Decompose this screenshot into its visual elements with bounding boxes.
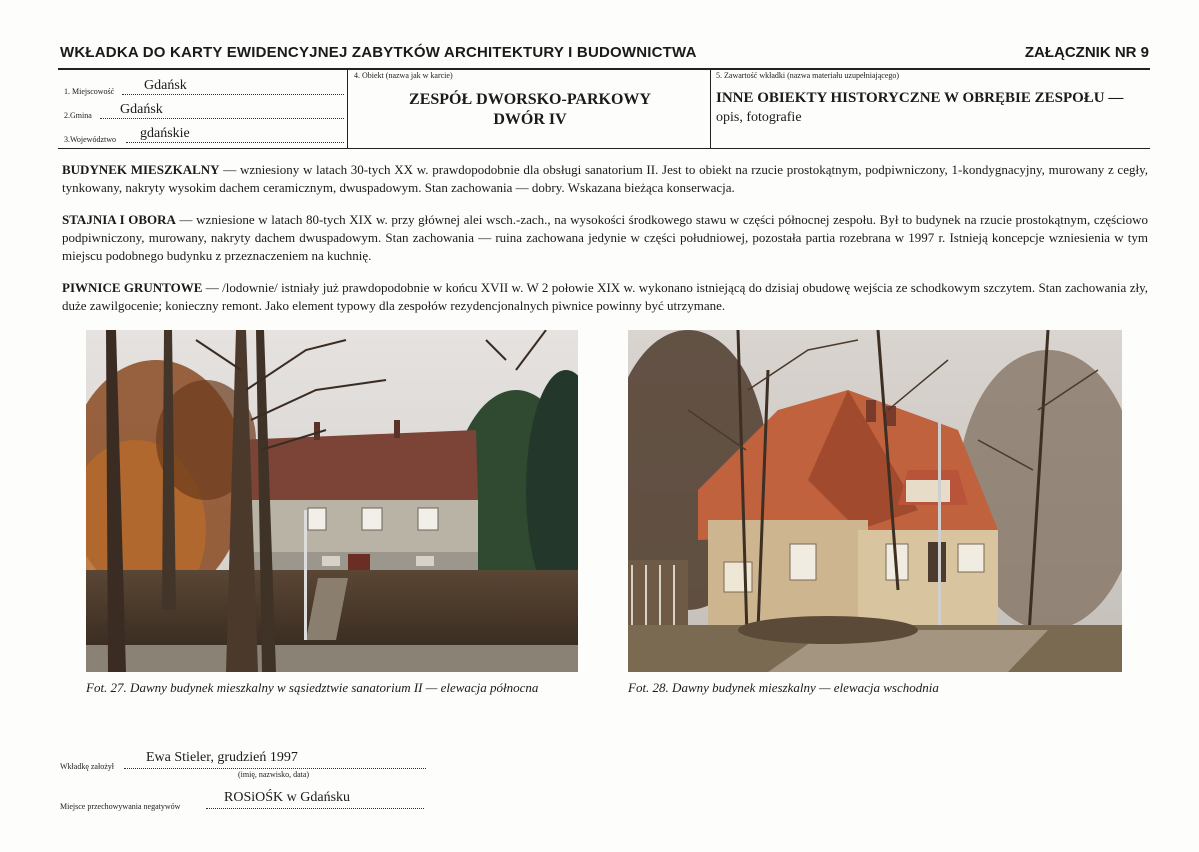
photo-east-caption: Fot. 28. Dawny budynek mieszkalny — elewacja wschodnia <box>628 680 939 695</box>
attachment-number: ZAŁĄCZNIK NR 9 <box>1024 44 1149 61</box>
object-label: 4. Obiekt (nazwa jak w karcie) <box>354 71 453 80</box>
header-divider-1 <box>347 69 348 149</box>
section-heading: STAJNIA I OBORA <box>62 212 176 227</box>
object-title <box>350 90 710 130</box>
header-rule-top <box>58 68 1150 70</box>
photo-east-elevation <box>628 330 1122 672</box>
storage-dotted-line <box>206 808 424 809</box>
section-text: — /lodownie/ istniały już prawdopodobnie w końcu XVII w. W 2 połowie XIX w. wykonano istniejącą do dzisiaj obudowę wejścia ze schodkowym szczytem. Stan zachowania zły, duże zawilgocenie; konieczny remont. Jako element typowy dla zespołów rezydencjonalnych piwnice powinny być utrzymane. <box>62 280 1148 313</box>
contents-label: 5. Zawartość wkładki (nazwa materiału uzupełniającego) <box>716 71 900 80</box>
section-piwnice-gruntowe <box>62 279 1148 315</box>
section-heading: PIWNICE GRUNTOWE <box>62 280 203 295</box>
photo-north-caption: Fot. 27. Dawny budynek mieszkalny w sąsiedztwie sanatorium II — elewacja północna <box>86 680 539 695</box>
founder-hint: (imię, nazwisko, data) <box>238 770 310 779</box>
founder-dotted-line <box>124 768 426 769</box>
storage-value: ROSiOŚK w Gdańsku <box>224 790 351 805</box>
section-stajnia-obora <box>62 211 1148 265</box>
document-title: WKŁADKA DO KARTY EWIDENCYJNEJ ZABYTKÓW ARCHITEKTURY I BUDOWNICTWA <box>60 44 697 61</box>
header-divider-2 <box>710 69 711 149</box>
field-value: Gdańsk <box>120 102 163 117</box>
section-text: — wzniesiony w latach 30-tych XX w. prawdopodobnie dla obsługi sanatorium II. Jest to obiekt na rzucie prostokątnym, podpiwniczony, 1-kondygnacyjny, murowany z cegły, tynkowany, nakryty wysokim dachem ceramicznym, dwuspadowym. Stan zachowania — dobry. Wskazana bieżąca konserwacja. <box>62 162 1148 195</box>
photo-north-elevation <box>86 330 578 672</box>
founder-value: Ewa Stieler, grudzień 1997 <box>146 750 298 765</box>
field-value: gdańskie <box>140 126 190 141</box>
field-label: 2.Gmina <box>64 111 92 120</box>
section-text: — wzniesione w latach 80-tych XIX w. przy głównej alei wsch.-zach., na wysokości środkowego stawu w części północnej zespołu. Był to budynek na rzucie prostokątnym, częściowo podpiwniczony, murowany, nakryty dachem dwuspadowym. Stan zachowania — ruina zachowana jedynie w części południowej, pozostała partia rozebrana w 1997 r. Istnieją koncepcje wzniesienia w tym miejscu podobnego budynku z przeznaczeniem na kuchnię. <box>62 212 1148 263</box>
field-miejscowosc <box>64 78 344 98</box>
section-budynek-mieszkalny <box>62 161 1148 197</box>
field-wojewodztwo <box>64 126 344 146</box>
dotted-line <box>126 142 344 143</box>
contents-title: INNE OBIEKTY HISTORYCZNE W OBRĘBIE ZESPOŁU — <box>716 90 1124 106</box>
contents-subtitle: opis, fotografie <box>716 110 802 125</box>
section-heading: BUDYNEK MIESZKALNY <box>62 162 220 177</box>
field-gmina <box>64 102 344 122</box>
object-title-line2: DWÓR IV <box>493 111 567 128</box>
founder-label: Wkładkę założył <box>60 762 114 771</box>
dotted-line <box>100 118 344 119</box>
object-title-line1: ZESPÓŁ DWORSKO-PARKOWY <box>409 91 651 108</box>
field-label: 3.Województwo <box>64 135 117 144</box>
storage-label: Miejsce przechowywania negatywów <box>60 802 181 811</box>
dotted-line <box>122 94 344 95</box>
field-value: Gdańsk <box>144 78 187 93</box>
field-label: 1. Miejscowość <box>64 87 115 96</box>
header-rule-bottom <box>58 148 1150 149</box>
